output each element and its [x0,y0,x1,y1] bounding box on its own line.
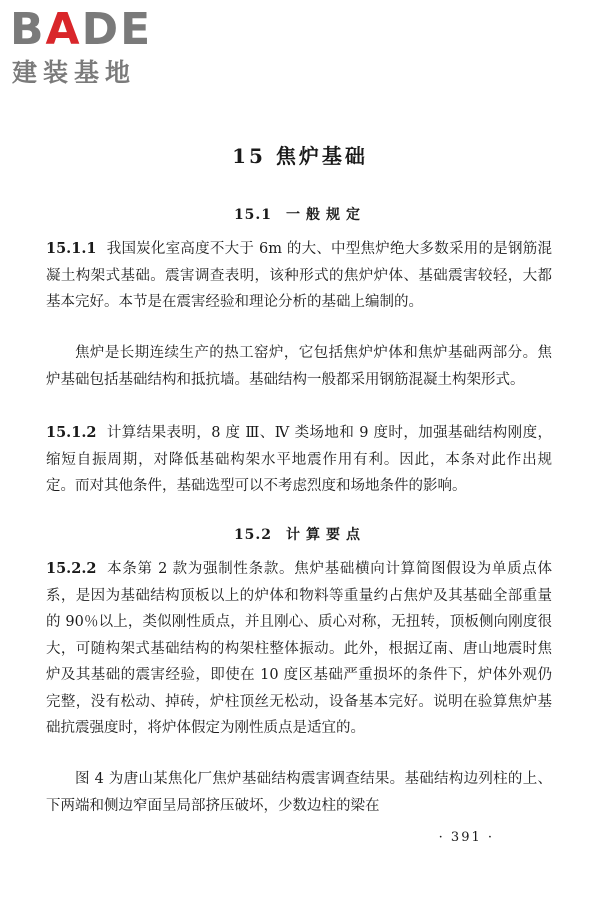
paragraph-15-2-2 [46,556,552,742]
page-number: · 391 · [438,830,494,845]
paragraph-text: 我国炭化室高度不大于 6m 的大、中型焦炉绝大多数采用的是钢筋混凝土构架式基础。震害调查表明，该种形式的焦炉炉体、基础震害较轻，大都基本完好。本节是在震害经验和理论分析的基础上编制的。 [46,241,552,310]
paragraph-text: 图 4 为唐山某焦化厂焦炉基础结构震害调查结果。基础结构边列柱的上、下两端和侧边窄面呈局部挤压破坏，少数边柱的梁在 [46,771,552,814]
bade-logo [10,6,180,92]
section-title: 计算要点 [286,527,367,543]
section-heading-15-2 [0,524,600,544]
paragraph-coke-oven-intro [46,340,552,393]
section-heading-15-1 [0,204,600,224]
paragraph-15-1-2 [46,420,552,500]
logo-wordmark: BADE [10,4,153,55]
paragraph-text: 计算结果表明，8 度 Ⅲ、Ⅳ 类场地和 9 度时，加强基础结构刚度，缩短自振周期，对降低基础构架水平地震作用有利。因此，本条对此作出规定。而对其他条件，基础选型可以不考虑烈度和场地条件的影响。 [46,425,552,494]
logo-subtitle: 建装基地 [12,58,137,87]
chapter-title: 15 焦炉基础 [232,144,368,168]
paragraph-figure-4 [46,766,552,819]
clause-number: 15.1.2 [46,424,97,441]
section-number: 15.2 [233,527,273,543]
paragraph-15-1-1 [46,236,552,316]
clause-number: 15.2.2 [46,560,97,577]
paragraph-text: 本条第 2 款为强制性条款。焦炉基础横向计算简图假设为单质点体系，是因为基础结构顶板以上的炉体和物料等重量约占焦炉及其基础全部重量的 90％以上，类似刚性质点，并且刚心、质心对称，无扭转，顶板侧向刚度很大，可随构架式基础结构的构架柱整体振动。此外，根据辽南、唐山地震时焦炉及其基础的震害经验，即使在 10 度区基础严重损坏的条件下，炉体外观仍完整，没有松动、掉砖，炉柱顶丝无松动，设备基本完好。说明在验算焦炉基础抗震强度时，将炉体假定为刚性质点是适宜的。 [46,561,552,736]
section-title: 一般规定 [286,207,367,223]
clause-number: 15.1.1 [46,240,97,257]
section-number: 15.1 [233,207,273,223]
paragraph-text: 焦炉是长期连续生产的热工窑炉，它包括焦炉炉体和焦炉基础两部分。焦炉基础包括基础结构和抵抗墙。基础结构一般都采用钢筋混凝土构架形式。 [46,345,552,388]
